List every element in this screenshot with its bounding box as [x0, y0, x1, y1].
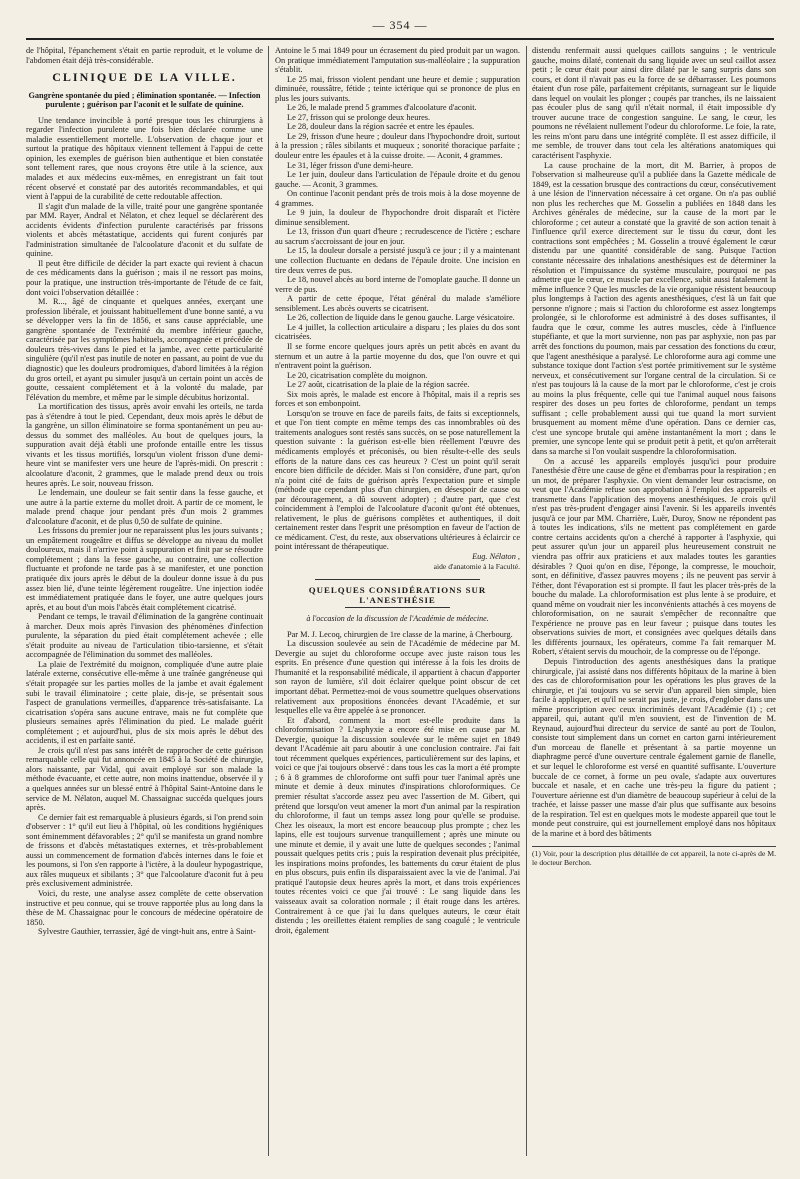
paragraph: Il s'agit d'un malade de la ville, traité pour une gangrène spontanée par MM. Rayer, Andral et Nélaton, et chez lequel se déclarèrent des accidents évidents d'infection purulente caractérisés par frissons violents et abcès métastatique, accidents qui furent conjurés par l'administration simultanée de l'alcoolature d'aconit et du sulfate de quinine.: [26, 201, 263, 259]
paragraph: La plaie de l'extrémité du moignon, compliquée d'une autre plaie latérale externe, consécutive elle-même à une traînée gangréneuse qui s'était propagée sur les parties molles de la jambe et avait également subi le travail éliminatoire ; cette plaie, dis-je, se présentait sous l'aspect de granulations vermeilles, d'apparence très-satisfaisante. La cicatrisation s'opéra sans aucune entrave, mais ne fut complète que plusieurs semaines après l'élimination du pied. Le malade guérit complétement ; et aujourd'hui, plus de six mois après le début des accidents, il est en parfaite santé.: [26, 659, 263, 746]
paragraph: On a accusé les appareils employés jusqu'ici pour produire l'anesthésie d'être une cause de gêne et d'embarras pour la respiration ; en un mot, de préparer l'asphyxie. On vient demander leur ostracisme, on veut que l'Académie refuse son approbation à l'emploi des appareils et transmette dans l'application des moyens anesthésiques. Je crois qu'il n'est pas très-prudent d'engager ainsi l'avenir. Si les appareils inventés jusqu'à ce jour par MM. Charrière, Luër, Duroy, Snow ne répondent pas à toutes les indications, s'ils ne mettent pas complétement en garde contre certains accidents qu'on a cherché à rapporter à l'asphyxie, qui peut assurer qu'un jour un appareil plus heureusement construit ne viendra pas offrir aux praticiens et aux malades toutes les garanties désirables ? Quoi qu'on en dise, l'éponge, la compresse, le mouchoir, sont, en définitive, d'assez pauvres moyens ; ils ne peuvent pas servir à l'éther, dont l'évaporation est si prompte. Il faut les placer très-près de la bouche du malade. La chloroformisation est plus lente à se produire, et quand même on voudrait nier les inconvénients attachés à ces moyens de chloroformisation, on ne saurait s'empêcher de reconnaître que l'expérience ne prouve pas en leur faveur ; puisque dans toutes les observations suivies de mort, et consignées avec quelques détails dans les différents journaux, les opérateurs, comme l'a fait remarquer M. Robert, s'étaient servis du mouchoir, de la compresse ou de l'éponge.: [532, 456, 776, 657]
section-heading-clinique: CLINIQUE DE LA VILLE.: [52, 70, 237, 85]
paragraph: La cause prochaine de la mort, dit M. Barrier, à propos de l'observation si malheureuse qu'il a publiée dans la Gazette médicale de 1849, est la cessation brusque des contractions du cœur, consécutivement à une lésion de l'innervation nécessaire à cet organe. On n'a pas oublié non plus les recherches que M. Gosselin a publiées en 1848 dans les Archives générales de médecine, sur la cause de la mort par le chloroforme ; cet auteur a constaté que la gravité de son action tenait à l'influence qu'il exerce directement sur le tissu du cœur, dont les contractions sont empêchées ; M. Gosselin a trouvé également le cœur distendu par une quantité considérable de sang. Puisque l'action constante nécessaire des inhalations anesthésiques est de déterminer la résolution et l'impuissance du système musculaire, pourquoi ne pas admettre que le cœur, ce muscle par excellence, subit aussi fatalement la même influence ? Que les muscles de la vie organique résistent beaucoup plus longtemps à l'action des agents anesthésiques, c'est là un fait que personne n'ignore ; mais si l'action du chloroforme est assez longtemps prolongée, si le chloroforme est administré à des doses suffisantes, il faudra que le cœur, comme les autres muscles, cède à l'influence stupéfiante, et que la mort survienne, non pas par asphyxie, non pas par arrêt des fonctions du poumon, mais par cessation des fonctions du cœur, que l'agent anesthésique a paralysé. Le chloroforme aura agi comme une substance toxique dont l'action s'est portée primitivement sur le système nerveux, et consécutivement sur l'organe central de la circulation. Si ce n'est pas toujours là la cause de la mort par le chloroforme, c'est je crois au moins la plus fréquente, celle qui tue l'animal auquel nous faisons respirer des doses un peu fortes de chloroforme, pendant un temps suffisant ; celle probablement aussi qui tue quand la mort survient brusquement au moment même d'une opération. Dans ce dernier cas, c'est une syncope brutale qui amène instantanément la mort ; dans le premier, une syncope lente qui se produit petit à petit, et qu'on arrêterait dans sa marche si l'on voulait suspendre la chloroformisation.: [532, 160, 776, 456]
paragraph: Sylvestre Gauthier, terrassier, âgé de vingt-huit ans, entre à Saint-: [38, 927, 256, 937]
paragraph: Le 27, frisson qui se prolonge deux heures.: [287, 112, 431, 122]
paragraph: On continue l'aconit pendant près de trois mois à la dose moyenne de 4 grammes.: [275, 189, 520, 208]
article-body: [26, 116, 263, 937]
column-middle: [275, 46, 520, 1156]
paragraph: Le lendemain, une douleur se fait sentir dans la fesse gauche, et une autre à la partie externe du mollet droit. A partir de ce moment, le malade prend chaque jour pendant près d'un mois 2 grammes d'alcoolature d'aconit, et de plus 0,50 de sulfate de quinine.: [26, 488, 263, 526]
intro-paragraph: de l'hôpital, l'épanchement s'était en partie reproduit, et le volume de l'abdomen était déjà très-considérable.: [26, 46, 263, 65]
paragraph: Le 29, frisson d'une heure ; douleur dans l'hypochondre droit, surtout à la pression ; râles sibilants et muqueux ; sonorité thoracique parfaite ; douleur entre les épaules et à la cuisse droite. — Aconit, 4 grammes.: [275, 131, 520, 161]
paragraph: M. R..., âgé de cinquante et quelques années, exerçant une profession libérale, et jouissant habituellement d'une bonne santé, a vu se développer vers la fin de 1856, et sans cause appréciable, une gangrène spontanée de l'extrémité du membre inférieur gauche, caractérisée par les symptômes habituels, accompagnée et précédée de douleurs très-vives dans le pied et la jambe, avec cette particularité singulière (qu'il n'est pas inutile de noter en passant, au point de vue du diagnostic) que les douleurs prodromiques, d'abord limitées à la région du gros orteil, et ayant pu simuler jusqu'à un certain point un accès de goutte, cessaient complétement et à la volonté du malade, par l'élévation du membre, et même par le simple décubitus horizontal.: [26, 297, 263, 402]
anesthesia-subtitle: à l'occasion de la discussion de l'Académie de médecine.: [306, 614, 489, 624]
paragraph: Ce dernier fait est remarquable à plusieurs égards, si l'on prend soin d'observer : 1° qu'il eut lieu à l'hôpital, où les conditions hygiéniques sont éminemment défavorables ; 2° qu'il se manifesta un grand nombre de frissons et d'abcès métastatiques externes, et très-probablement aussi un commencement de formation d'abcès internes dans le foie et les poumons, si l'on s'en rapporte à l'ictère, à la douleur hypogastrique, aux râles muqueux et sibilants ; 3° que l'alcoolature d'aconit fut à peu près exclusivement administrée.: [26, 812, 263, 889]
paragraph: Le 15, la douleur dorsale a persisté jusqu'à ce jour ; il y a maintenant une collection fluctuante en dedans de l'épaule droite. Une incision en tire deux verres de pus.: [275, 246, 520, 275]
column-right: [532, 46, 776, 1156]
column-divider: [526, 46, 527, 1156]
paragraph: Lorsqu'on se trouve en face de pareils faits, de faits si exceptionnels, et que l'on tient compte en même temps des cas innombrables où des traitements analogues sont restés sans succès, on se pose naturellement la question suivante : la guérison est-elle bien réellement l'œuvre des médicaments employés et préconisés, ou bien résulte-t-elle des seuls efforts de la nature dans ces cas heureux ? C'est un point qu'il serait encore bien difficile de décider. Mais si l'on considère, d'une part, qu'on n'a point cité de faits de guérison après l'expectation pure et simple (méthode que cependant plus d'un chirurgien, en désespoir de cause ou par découragement, a dû souvent adopter) ; d'autre part, que c'est coïncidemment à l'emploi de l'alcoolature d'aconit qu'ont été obtenues, relativement, le plus de guérisons complètes et authentiques, il doit certainement rester dans l'esprit une présomption en faveur de l'action de ce médicament. C'est, du reste, aux observations ultérieures à éclaircir ce point intéressant de thérapeutique.: [275, 408, 520, 552]
paragraph: La mortification des tissus, après avoir envahi les orteils, ne tarda pas à s'étendre à tout le pied. Cependant, deux mois après le début de la gangrène, un sillon éliminatoire se forma spontanément un peu au-dessus du sommet des malléoles. Au bout de quelques jours, la suppuration avait déjà établi une profonde entaille entre les tissus vivants et les tissus mortifiés, lorsqu'un violent frisson d'une demi-heure vint se manifester vers une heure de l'après-midi. On prescrit : alcoolature d'aconit, 2 grammes, que le malade prend deux ou trois heures après. Le soir, nouveau frisson.: [26, 402, 263, 488]
paragraph: Le 28, douleur dans la région sacrée et entre les épaules.: [287, 122, 475, 132]
paragraph: Antoine le 5 mai 1849 pour un écrasement du pied produit par un wagon. On pratique immédiatement l'amputation sus-malléolaire ; la suppuration s'établit.: [275, 46, 520, 75]
paragraph: Voici, du reste, une analyse assez complète de cette observation instructive et peu connue, qui se trouve rapportée plus au long dans la thèse de M. Chassaignac pour le concours de médecine opératoire de 1850.: [26, 889, 263, 927]
divider-rule: [315, 579, 480, 580]
divider-rule: [345, 607, 450, 608]
paragraph: La discussion soulevée au sein de l'Académie de médecine par M. Devergie au sujet du chloroforme occupe avec juste raison tous les esprits. En présence d'une question qui intéresse à la fois les droits de l'humanité et la responsabilité médicale, il appartient à chacun d'apporter son rayon de lumière, s'il doit éclairer quelque point obscur de cet important débat. Permettez-moi de vous soumettre quelques observations relativement aux propositions énoncées devant l'Académie, et sur lesquelles elle va être appelée à se prononcer.: [275, 639, 520, 716]
paragraph: Il peut être difficile de décider la part exacte qui revient à chacun de ces médicaments dans la guérison ; mais il ne ressort pas moins, pour la pratique, une instruction très-importante de l'étude de ce fait, dont voici l'observation détaillée :: [26, 258, 263, 297]
paragraph: Une tendance invincible à porté presque tous les chirurgiens à regarder l'infection purulente une fois bien déclarée comme une maladie essentiellement mortelle. L'observation de chaque jour et surtout la pratique des hôpitaux viennent tellement à l'appui de cette opinion, les exemples de guérison bien authentique et bien constatée sont tellement rares, que nous croyons être utile à la science, aux malades et aux médecins eux-mêmes, en enregistrant un fait tout récent observé et constaté par des autorités recommandables, et qui vient à l'appui de la curabilité de cette redoutable affection.: [26, 115, 263, 202]
anesthesia-body: [275, 630, 520, 936]
paragraph: Le 18, nouvel abcès au bord interne de l'omoplate gauche. Il donne un verre de pus.: [275, 275, 520, 294]
anesthesia-title: QUELQUES CONSIDÉRATIONS SUR L'ANESTHÉSIE: [308, 585, 487, 605]
case-notes: [275, 46, 520, 552]
paragraph: distendu renfermait aussi quelques caillots sanguins ; le ventricule gauche, moins dilaté, contenait du sang liquide avec un seul caillot assez petit ; le cœur était pour ainsi dire dilaté par le sang surpris dans son cours, et dont il n'avait pas eu la force de se débarrasser. Les poumons étaient d'un rose pâle, parfaitement crépitants, surnageant sur le liquide dans lequel on voulait les plonger ; coupés par tranches, ils ne laissaient pas écouler plus de sang qu'il n'était normal, il était impossible d'y trouver aucune trace de congestion sanguine. Le sang, le cœur, les poumons ne révélaient nullement l'odeur du chloroforme. Le foie, la rate, les reins m'ont paru dans une intégrité complète. Il est assez difficile, il me semble, de trouver dans tout cela les altérations anatomiques qui caractérisent l'asphyxie.: [532, 46, 776, 161]
paragraph: Le 13, frisson d'un quart d'heure ; recrudescence de l'ictère ; eschare au sacrum s'accroissant de jour en jour.: [275, 227, 520, 246]
paragraph: Les frissons du premier jour ne reparaissent plus les jours suivants ; un empâtement rougeâtre et diffus se développe au niveau du mollet douloureux, mais il n'arrive point à suppuration et finit par se résoudre complétement ; dans la fesse gauche, au contraire, une collection fluctuante et profonde ne tarde pas à se manifester, et une ponction pratiquée dix jours après le début de la douleur donne issue à du pus assez bien lié, d'une teinte légèrement rougeâtre. Une injection iodée est immédiatement pratiquée dans le foyer, une autre quelques jours après, et au bout d'un mois l'abcès était complétement cicatrisé.: [26, 526, 263, 612]
paragraph: Le 4 juillet, la collection articulaire a disparu ; les plaies du dos sont cicatrisées.: [275, 322, 520, 342]
paragraph: Le 31, léger frisson d'une demi-heure.: [287, 160, 414, 170]
paragraph: A partir de cette époque, l'état général du malade s'améliore sensiblement. Les abcès ouverts se cicatrisent.: [275, 294, 520, 313]
article-subtitle: Gangrène spontanée du pied ; élimination spontanée. — Infection purulente ; guérison par l'aconit et le sulfate de quinine.: [28, 90, 261, 110]
page-header: [26, 14, 774, 40]
paragraph: Je crois qu'il n'est pas sans intérêt de rapprocher de cette guérison remarquable celle qui fut annoncée en 1845 à la Société de chirurgie, alors naissante, par Vidal, qui avait employé sur son malade la méthode évacuante, et cette autre, non moins inattendue, observée il y a quelques années sur un blessé entré à l'hôpital Saint-Antoine dans le service de M. Nélaton, auquel M. Chassaignac succéda quelques jours après.: [26, 745, 263, 813]
paragraph: Le 9 juin, la douleur de l'hypochondre droit disparaît et l'ictère diminue sensiblement.: [275, 208, 520, 227]
paragraph: Par M. J. Lecoq, chirurgien de 1re classe de la marine, à Cherbourg.: [287, 629, 513, 639]
paragraph: Depuis l'introduction des agents anesthésiques dans la pratique chirurgicale, j'ai assisté dans nos différents hôpitaux de la marine à bien des cas de chloroformisation pour les opérations les plus graves de la chirurgie, et j'ai toujours vu se servir d'un appareil bien simple, bien facile à appliquer, et qu'il ne serait pas juste, je crois, d'englober dans une même proscription avec ceux incriminés devant l'Académie (1) ; cet appareil, qui, autant qu'il m'en souvient, est de l'invention de M. Reynaud, aujourd'hui directeur du service de santé au port de Toulon, consiste tout simplement dans un cornet en carton garni intérieurement d'un morceau de flanelle et présentant à sa partie moyenne un diaphragme percé d'une ouverture centrale également garnie de flanelle, et sur lequel le chloroforme est versé en quantité suffisante. L'ouverture buccale de ce cornet, à forme un peu ovale, s'adapte aux ouvertures buccale et nasale, et en cache une très-peu la figure du patient ; l'ouverture aérienne est d'un diamètre de beaucoup supérieur à celui de la trachée, et laisse passer une masse d'air plus que suffisante aux besoins de la respiration. Tel est en quelques mots le modeste appareil que tout le monde peut construire, qui est journellement employé dans nos hôpitaux de la marine et à bord des bâtiments: [532, 657, 776, 838]
author-role: aide d'anatomie à la Faculté.: [433, 561, 520, 571]
paragraph: Six mois après, le malade est encore à l'hôpital, mais il a repris ses forces et son embonpoint.: [275, 389, 520, 409]
paragraph: Le 20, cicatrisation complète du moignon.: [287, 370, 428, 380]
paragraph: Il se forme encore quelques jours après un petit abcès en avant du sternum et un autre à la partie moyenne du dos, que l'on ouvre et qui n'entravent point la guérison.: [275, 341, 520, 371]
footnote: (1) Voir, pour la description plus détaillée de cet appareil, la note ci-après de M. le docteur Berchon.: [532, 846, 776, 868]
paragraph: Le 26, le malade prend 5 grammes d'alcoolature d'aconit.: [287, 103, 477, 113]
paragraph: Le 26, collection de liquide dans le genou gauche. Large vésicatoire.: [287, 313, 515, 323]
paragraph: Le 27 août, cicatrisation de la plaie de la région sacrée.: [287, 380, 470, 390]
paragraph: Pendant ce temps, le travail d'élimination de la gangrène continuait à marcher. Deux mois après l'invasion des phénomènes d'infection purulente, la séparation du pied était complétement achevée ; elle s'était produite au niveau de l'articulation tibio-tarsienne, et s'était accompagnée de l'élimination du sommet des malléoles.: [26, 612, 263, 660]
column-left: [26, 46, 263, 1156]
paragraph: Le 25 mai, frisson violent pendant une heure et demie ; suppuration diminuée, roussâtre, fétide ; teinte ictérique qui se prononce de plus en plus les jours suivants.: [275, 74, 520, 103]
paragraph: Le 1er juin, douleur dans l'articulation de l'épaule droite et du genou gauche. — Aconit, 3 grammes.: [275, 170, 520, 189]
author-signature: Eug. Nélaton ,: [472, 551, 520, 561]
anesthesia-body-continued: [532, 46, 776, 838]
page-number: — 354 —: [372, 18, 428, 32]
column-divider: [268, 46, 269, 1156]
paragraph: Et d'abord, comment la mort est-elle produite dans la chloroformisation ? L'asphyxie a encore été mise en cause par M. Devergie, quoique la discussion soulevée sur le même sujet en 1849 devant l'Académie ait paru aboutir à une conclusion contraire. J'ai fait tout récemment quelques expériences, particulièrement sur des lapins, et voici ce que j'ai toujours observé : dans tous les cas la mort a été prompte ; 6 à 8 grammes de chloroforme ont suffi pour tuer l'animal après une minute et demie à deux minutes d'inspirations chloroformiques. Ce premier résultat s'accorde assez peu avec l'assertion de M. Gibert, qui prétend que lorsqu'on veut amener la mort d'un animal par la respiration du chloroforme, il faut un temps assez long pour qu'elle se produise. Chez les oiseaux, la mort est encore beaucoup plus prompte ; chez les lapins, elle est toujours survenue tranquillement ; après une minute ou une minute et demie, il y avait une lutte de quelques secondes ; l'animal poussait quelques petits cris ; puis la respiration devenait plus précipitée, les inspirations moins profondes, les battements du cœur étaient de plus en plus obscurs, puis enfin ils disparaissaient avec la vie de l'animal. J'ai pratiqué l'autopsie deux heures après la mort, et dans trois expériences toutes récentes voici ce que j'ai trouvé : Le sang liquide dans les vaisseaux avait sa coloration normale ; il était rouge dans les artères. Contrairement à ce que j'ai lu dans quelques auteurs, le cœur était distendu ; les oreillettes étaient remplies de sang coagulé ; le ventricule droit, également: [275, 715, 520, 935]
